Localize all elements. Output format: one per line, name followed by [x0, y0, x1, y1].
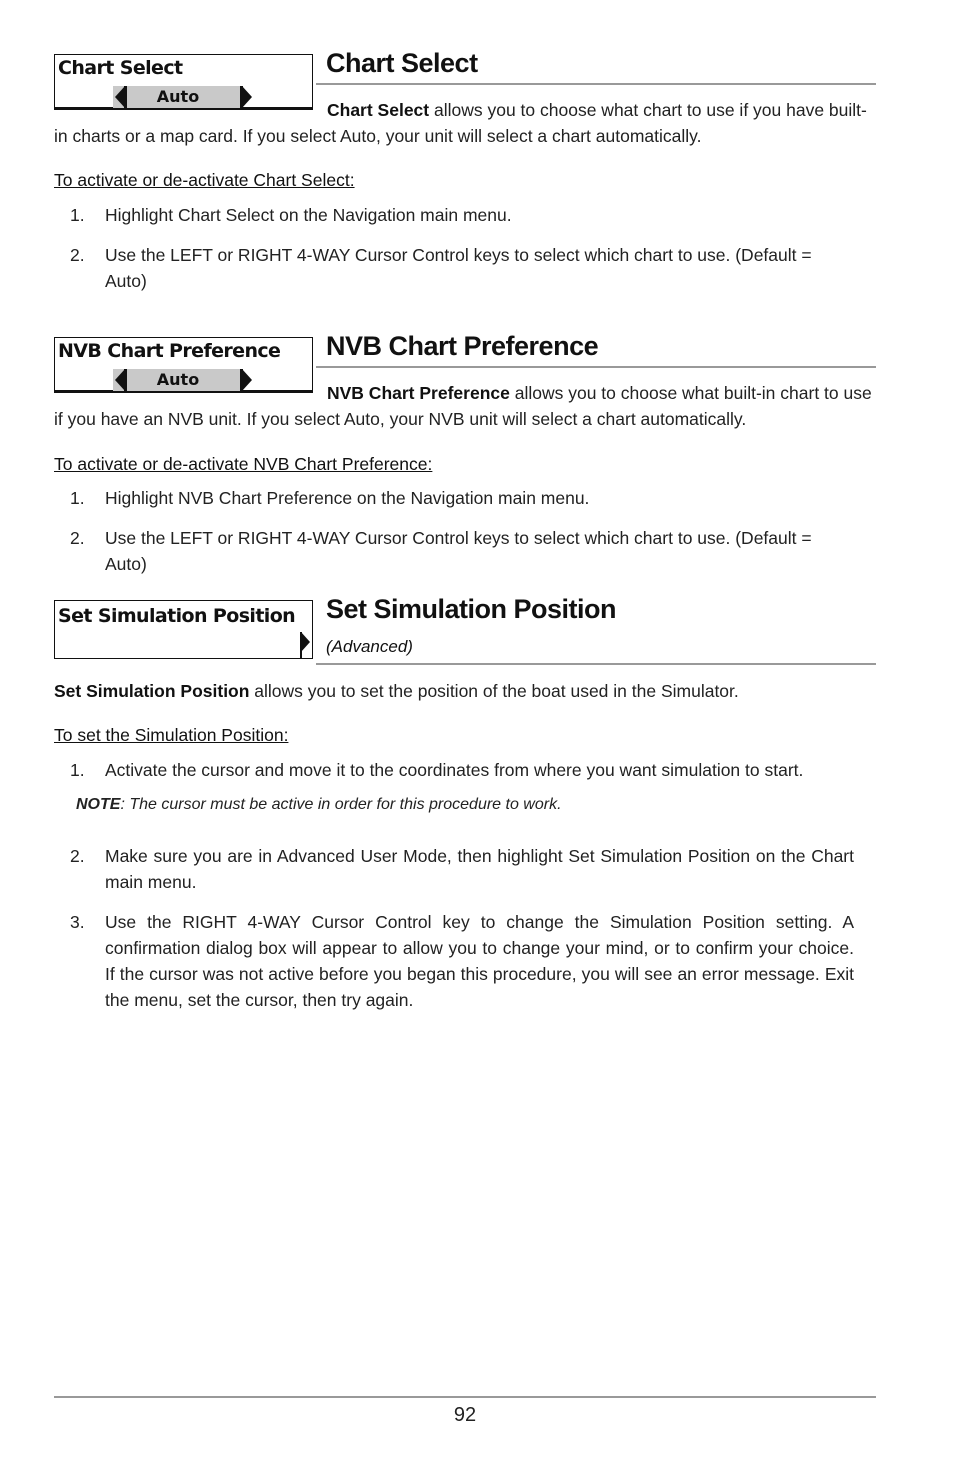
intro-term: Set Simulation Position — [54, 681, 250, 701]
footer-rule — [54, 1396, 876, 1398]
procedure-heading: To activate or de-activate Chart Select: — [54, 170, 355, 190]
step-number: 1. — [70, 205, 85, 225]
heading-rule — [316, 83, 876, 85]
heading-rule — [316, 663, 876, 665]
note-label: NOTE — [76, 796, 121, 813]
step-number: 1. — [70, 488, 85, 508]
intro-term: NVB Chart Preference — [327, 383, 510, 403]
right-arrow-stem — [300, 632, 302, 658]
heading-rule — [316, 366, 876, 368]
page-number: 92 — [453, 1404, 477, 1426]
step-number: 2. — [70, 528, 85, 548]
intro-term: Chart Select — [327, 100, 430, 120]
step-item — [54, 757, 854, 783]
intro-text: allows you to set the position of the boat used in the Simulator. — [249, 681, 739, 701]
step-number: 2. — [70, 846, 85, 866]
section-subtitle: (Advanced) — [326, 637, 413, 656]
step-item — [54, 909, 854, 1013]
procedure-heading: To activate or de-activate NVB Chart Preference: — [54, 454, 433, 474]
step-item — [54, 843, 854, 895]
right-arrow-icon[interactable] — [301, 632, 310, 652]
step-text: Highlight Chart Select on the Navigation main menu. — [105, 205, 512, 225]
step-number: 1. — [70, 760, 85, 780]
section-intro — [54, 678, 876, 704]
procedure-heading: To set the Simulation Position: — [54, 725, 289, 745]
widget-label: NVB Chart Preference — [58, 340, 281, 362]
section-intro — [54, 380, 876, 432]
set-simulation-position-menu-widget[interactable] — [54, 600, 313, 659]
step-text: Make sure you are in Advanced User Mode, then highlight Set Simulation Position on the Chart main menu. — [105, 846, 854, 892]
step-text: Activate the cursor and move it to the coordinates from where you want simulation to start. — [105, 760, 804, 780]
step-item — [54, 525, 854, 577]
note-text: : The cursor must be active in order for this procedure to work. — [120, 796, 562, 813]
step-text: Highlight NVB Chart Preference on the Navigation main menu. — [105, 488, 590, 508]
step-number: 2. — [70, 245, 85, 265]
step-item — [54, 202, 854, 228]
step-text: Use the LEFT or RIGHT 4-WAY Cursor Control keys to select which chart to use. (Default = Auto) — [105, 245, 812, 291]
widget-value: Auto — [156, 87, 200, 106]
section-title: Chart Select — [326, 48, 478, 78]
note — [76, 796, 562, 814]
widget-label: Chart Select — [58, 57, 183, 79]
intro-text: allows you to choose what chart to use if you have built-in charts or a map card. If you select Auto, your unit will select a chart automatically. — [54, 100, 867, 146]
intro-text: allows you to choose what built-in chart to use if you have an NVB unit. If you select Auto, your NVB unit will select a chart automatically. — [54, 383, 872, 429]
widget-label: Set Simulation Position — [58, 605, 296, 627]
section-title: Set Simulation Position — [326, 594, 617, 624]
step-item — [54, 485, 854, 511]
widget-value: Auto — [156, 370, 200, 389]
step-item — [54, 242, 854, 294]
section-intro — [54, 97, 876, 149]
section-title: NVB Chart Preference — [326, 331, 599, 361]
step-text: Use the RIGHT 4-WAY Cursor Control key to change the Simulation Position setting. A confirmation dialog box will appear to allow you to change your mind, or to confirm your choice. If the cursor was not active before you began this procedure, you will see an error message. Exit the menu, set the cursor, then try again. — [105, 912, 854, 1010]
step-text: Use the LEFT or RIGHT 4-WAY Cursor Control keys to select which chart to use. (Default = Auto) — [105, 528, 812, 574]
step-number: 3. — [70, 912, 85, 932]
